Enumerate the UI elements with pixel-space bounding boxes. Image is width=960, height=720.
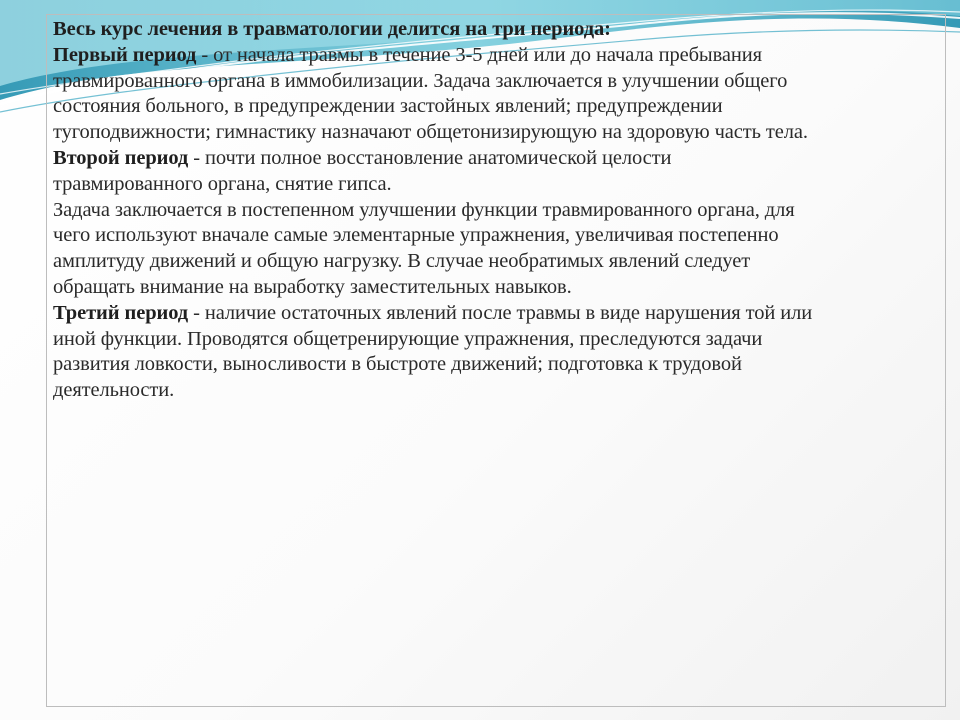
period-first-text: - от начала травмы в течение 3-5 дней или до начала пребывания травмированного органа в иммобилизации. Задача заключается в улучшении общего состояния больного, в предупреждении застойных явлений; предупреждении тугоподвижности; гимнастику назначают общетонизирующую на здоровую часть тела. xyxy=(53,43,808,144)
period-third-text: - наличие остаточных явлений после травмы в виде нарушения той или иной функции. Проводятся общетренирующие упражнения, преследуются задачи развития ловкости, выносливости в быстроте движений; подготовка к трудовой деятельности. xyxy=(53,301,813,402)
slide-text xyxy=(53,17,813,404)
period-second xyxy=(53,146,813,198)
period-first-name: Первый период xyxy=(53,43,197,66)
period-second-extra: Задача заключается в постепенном улучшении функции травмированного органа, для чего используют вначале самые элементарные упражнения, увеличивая постепенно амплитуду движений и общую нагрузку. В случае необратимых явлений следует обращать внимание на выработку заместительных навыков. xyxy=(53,198,795,298)
slide-title: Весь курс лечения в травматологии делится на три периода: xyxy=(53,18,611,40)
period-third xyxy=(53,301,813,404)
period-first xyxy=(53,43,813,146)
period-third-name: Третий период xyxy=(53,301,189,324)
period-second-text: - почти полное восстановление анатомической целости травмированного органа, снятие гипса. xyxy=(53,146,672,195)
period-second-name: Второй период xyxy=(53,146,189,169)
